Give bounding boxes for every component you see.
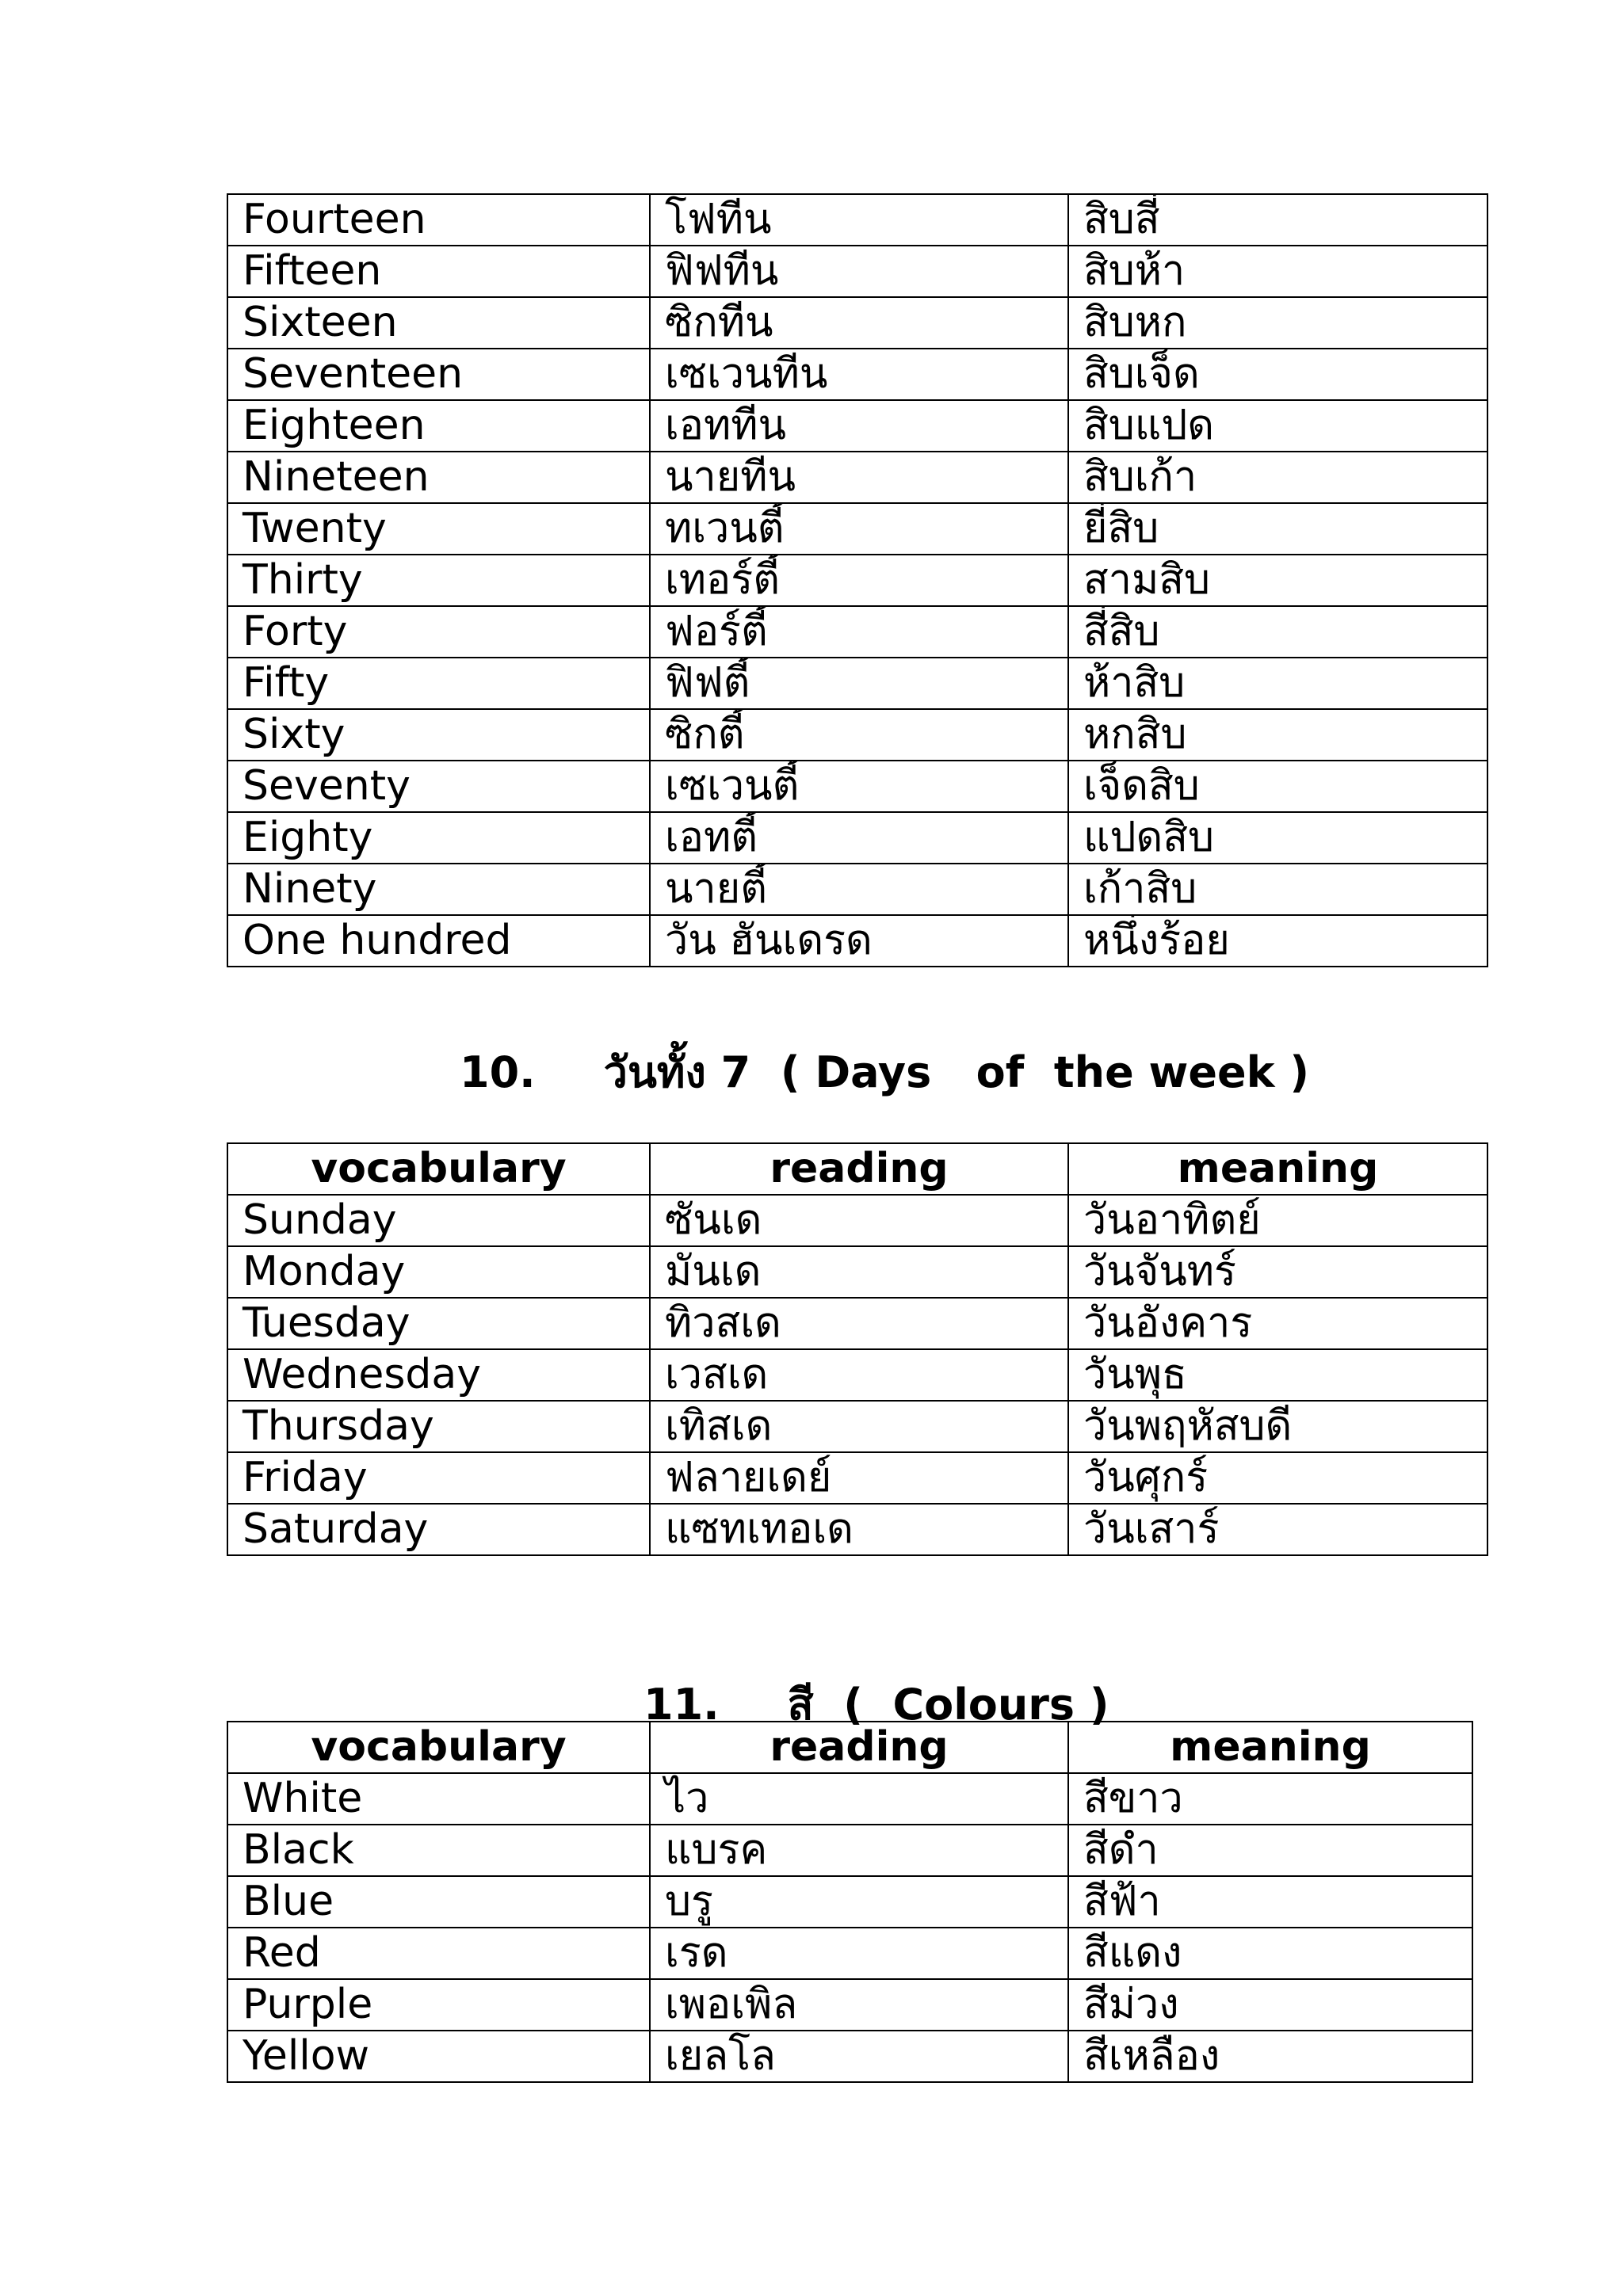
header-vocabulary: vocabulary: [227, 1143, 650, 1195]
reading-cell: เซเวนตี้: [650, 761, 1068, 812]
table-row: [227, 503, 1487, 555]
reading-cell: ฟิฟตี้: [650, 658, 1068, 709]
days-section-heading: [460, 1038, 1309, 1106]
header-meaning: meaning: [1068, 1143, 1487, 1195]
meaning-cell: แปดสิบ: [1068, 812, 1487, 864]
table-row: [227, 1979, 1472, 2031]
reading-cell: ทเวนตี้: [650, 503, 1068, 555]
meaning-cell: หนึ่งร้อย: [1068, 915, 1487, 967]
table-row: [227, 297, 1487, 349]
vocabulary-cell: Seventy: [227, 761, 650, 812]
reading-cell: ไว: [650, 1773, 1068, 1825]
meaning-cell: วันจันทร์: [1068, 1246, 1487, 1298]
numbers-table-body: [227, 194, 1487, 967]
meaning-cell: วันศุกร์: [1068, 1452, 1487, 1504]
reading-cell: เซเวนทีน: [650, 349, 1068, 400]
table-row: [227, 1349, 1487, 1401]
meaning-cell: สีเหลือง: [1068, 2031, 1472, 2082]
vocabulary-cell: Twenty: [227, 503, 650, 555]
table-row: [227, 246, 1487, 297]
table-row: [227, 555, 1487, 606]
vocabulary-cell: Nineteen: [227, 452, 650, 503]
vocabulary-cell: One hundred: [227, 915, 650, 967]
vocabulary-cell: Seventeen: [227, 349, 650, 400]
vocabulary-cell: Monday: [227, 1246, 650, 1298]
meaning-cell: สีแดง: [1068, 1928, 1472, 1979]
table-row: [227, 812, 1487, 864]
reading-cell: เวสเด: [650, 1349, 1068, 1401]
table-row: [227, 1825, 1472, 1876]
reading-cell: บรู: [650, 1876, 1068, 1928]
reading-cell: ทิวสเด: [650, 1298, 1068, 1349]
vocabulary-cell: Thursday: [227, 1401, 650, 1452]
table-row: [227, 761, 1487, 812]
reading-cell: เรด: [650, 1928, 1068, 1979]
meaning-cell: สิบเจ็ด: [1068, 349, 1487, 400]
colours-heading-text: สี ( Colours ): [787, 1680, 1109, 1730]
reading-cell: เยลโล: [650, 2031, 1068, 2082]
table-row: [227, 1246, 1487, 1298]
vocabulary-cell: Fifty: [227, 658, 650, 709]
table-row: [227, 1195, 1487, 1246]
numbers-vocab-table: [227, 193, 1488, 967]
table-row: [227, 1452, 1487, 1504]
header-meaning: meaning: [1068, 1722, 1472, 1773]
table-row: [227, 606, 1487, 658]
table-row: [227, 2031, 1472, 2082]
table-row: [227, 1504, 1487, 1555]
table-row: [227, 1773, 1472, 1825]
vocabulary-cell: Black: [227, 1825, 650, 1876]
meaning-cell: วันเสาร์: [1068, 1504, 1487, 1555]
reading-cell: แซทเทอเด: [650, 1504, 1068, 1555]
meaning-cell: สีขาว: [1068, 1773, 1472, 1825]
reading-cell: มันเด: [650, 1246, 1068, 1298]
vocabulary-cell: Blue: [227, 1876, 650, 1928]
table-row: [227, 915, 1487, 967]
vocabulary-cell: Tuesday: [227, 1298, 650, 1349]
vocabulary-cell: Eighty: [227, 812, 650, 864]
days-heading-number: 10.: [460, 1047, 536, 1097]
days-heading-text: วันทั้ง 7 ( Days of the week ): [603, 1047, 1310, 1097]
colours-table-body: [227, 1773, 1472, 2082]
vocabulary-cell: Red: [227, 1928, 650, 1979]
header-vocabulary: vocabulary: [227, 1722, 650, 1773]
table-row: [227, 400, 1487, 452]
meaning-cell: สิบเก้า: [1068, 452, 1487, 503]
vocabulary-cell: Thirty: [227, 555, 650, 606]
table-row: [227, 194, 1487, 246]
meaning-cell: ยี่สิบ: [1068, 503, 1487, 555]
days-header-row: [227, 1143, 1487, 1195]
table-row: [227, 1401, 1487, 1452]
meaning-cell: ห้าสิบ: [1068, 658, 1487, 709]
vocabulary-cell: Yellow: [227, 2031, 650, 2082]
reading-cell: ฟลายเดย์: [650, 1452, 1068, 1504]
meaning-cell: หกสิบ: [1068, 709, 1487, 761]
reading-cell: นายทีน: [650, 452, 1068, 503]
days-vocab-table: [227, 1142, 1488, 1556]
vocabulary-cell: Fourteen: [227, 194, 650, 246]
vocabulary-cell: Ninety: [227, 864, 650, 915]
table-row: [227, 864, 1487, 915]
meaning-cell: สีฟ้า: [1068, 1876, 1472, 1928]
colours-heading-number: 11.: [643, 1680, 720, 1730]
meaning-cell: สิบสี่: [1068, 194, 1487, 246]
vocabulary-cell: Friday: [227, 1452, 650, 1504]
table-row: [227, 452, 1487, 503]
reading-cell: ฟอร์ตี้: [650, 606, 1068, 658]
meaning-cell: วันพุธ: [1068, 1349, 1487, 1401]
reading-cell: เอทตี้: [650, 812, 1068, 864]
meaning-cell: วันพฤหัสบดี: [1068, 1401, 1487, 1452]
reading-cell: นายตี้: [650, 864, 1068, 915]
meaning-cell: เก้าสิบ: [1068, 864, 1487, 915]
vocabulary-cell: Sixteen: [227, 297, 650, 349]
vocabulary-cell: Wednesday: [227, 1349, 650, 1401]
vocabulary-cell: Sunday: [227, 1195, 650, 1246]
vocabulary-cell: Fifteen: [227, 246, 650, 297]
reading-cell: วัน ฮันเดรด: [650, 915, 1068, 967]
reading-cell: ฟิฟทีน: [650, 246, 1068, 297]
meaning-cell: วันอาทิตย์: [1068, 1195, 1487, 1246]
vocabulary-cell: Forty: [227, 606, 650, 658]
vocabulary-cell: Sixty: [227, 709, 650, 761]
header-reading: reading: [650, 1143, 1068, 1195]
reading-cell: ซิกทีน: [650, 297, 1068, 349]
meaning-cell: สี่สิบ: [1068, 606, 1487, 658]
vocabulary-cell: Purple: [227, 1979, 650, 2031]
colours-vocab-table: [227, 1721, 1473, 2083]
header-reading: reading: [650, 1722, 1068, 1773]
table-row: [227, 1876, 1472, 1928]
meaning-cell: สีม่วง: [1068, 1979, 1472, 2031]
table-row: [227, 709, 1487, 761]
days-table-body: [227, 1195, 1487, 1555]
reading-cell: เพอเพิล: [650, 1979, 1068, 2031]
meaning-cell: สีดำ: [1068, 1825, 1472, 1876]
vocabulary-cell: Eighteen: [227, 400, 650, 452]
reading-cell: เอททีน: [650, 400, 1068, 452]
reading-cell: ซันเด: [650, 1195, 1068, 1246]
reading-cell: ซิกตี้: [650, 709, 1068, 761]
meaning-cell: เจ็ดสิบ: [1068, 761, 1487, 812]
meaning-cell: สิบแปด: [1068, 400, 1487, 452]
reading-cell: โฟทีน: [650, 194, 1068, 246]
reading-cell: เทิสเด: [650, 1401, 1068, 1452]
table-row: [227, 658, 1487, 709]
meaning-cell: สามสิบ: [1068, 555, 1487, 606]
meaning-cell: สิบห้า: [1068, 246, 1487, 297]
table-row: [227, 1298, 1487, 1349]
vocabulary-cell: Saturday: [227, 1504, 650, 1555]
meaning-cell: วันอังคาร: [1068, 1298, 1487, 1349]
reading-cell: แบรค: [650, 1825, 1068, 1876]
colours-header-row: [227, 1722, 1472, 1773]
vocabulary-cell: White: [227, 1773, 650, 1825]
table-row: [227, 1928, 1472, 1979]
table-row: [227, 349, 1487, 400]
reading-cell: เทอร์ตี้: [650, 555, 1068, 606]
meaning-cell: สิบหก: [1068, 297, 1487, 349]
